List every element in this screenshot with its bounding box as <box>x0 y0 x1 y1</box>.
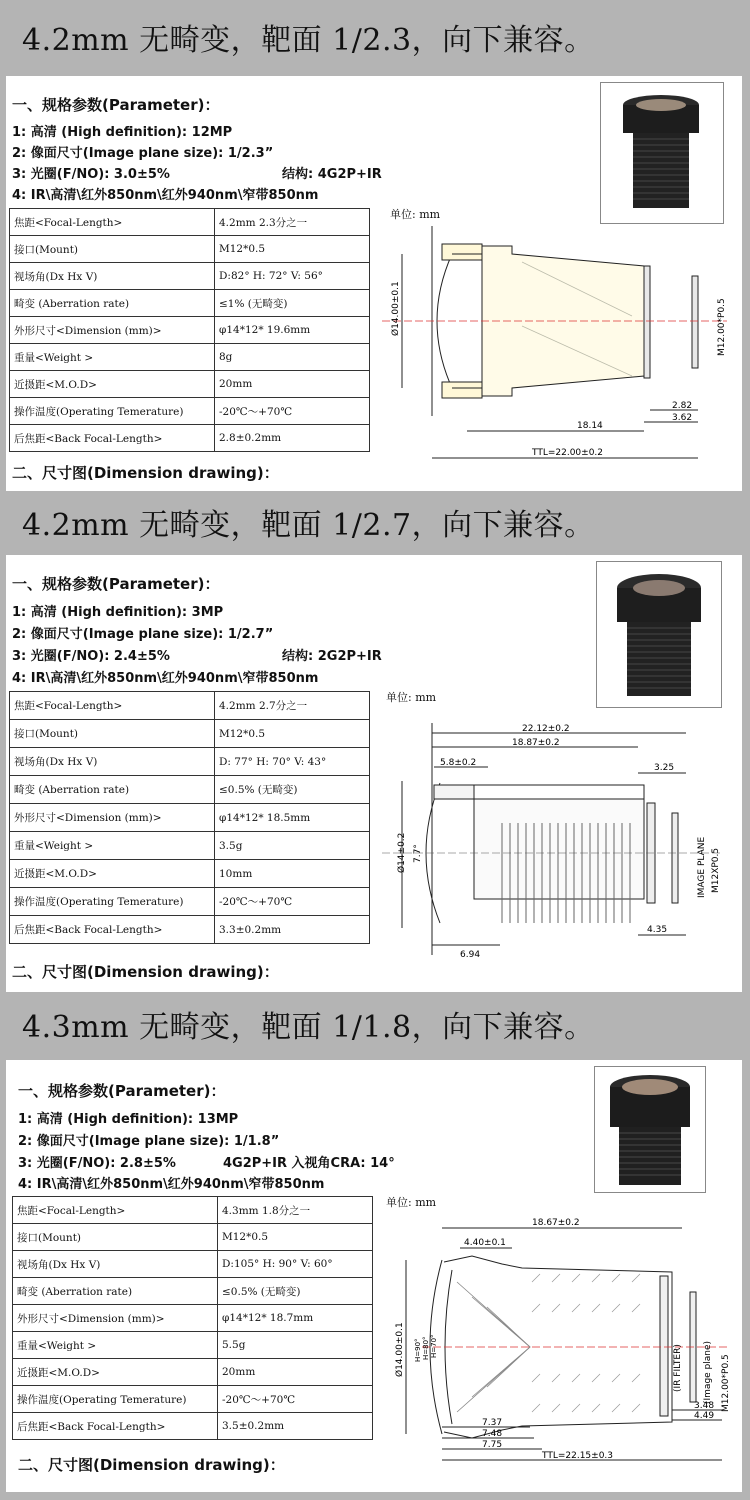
dim-label: 22.12±0.2 <box>522 724 570 734</box>
spec-sheet-2 <box>6 555 742 992</box>
angle-label: H=70° <box>430 1334 438 1358</box>
spec-table <box>9 208 370 452</box>
table-row: 畸变 (Aberration rate) ≤1% (无畸变) <box>10 290 370 317</box>
dim-label: 4.35 <box>647 925 668 935</box>
angle-label: H=80° <box>422 1336 430 1360</box>
banner-1: 4.2mm 无畸变，靶面 1/2.3，向下兼容。 <box>0 0 750 74</box>
dim-label: 3.48 <box>694 1401 715 1411</box>
dim-label: 3.62 <box>672 413 693 423</box>
table-row: 接口(Mount) M12*0.5 <box>10 236 370 263</box>
param-title: 一、规格参数(Parameter)： <box>12 96 220 114</box>
dim-label: 4.40±0.1 <box>464 1238 506 1248</box>
unit-label: 单位: mm <box>390 208 441 221</box>
lens-photo <box>596 561 722 708</box>
dim-label: 18.14 <box>577 421 603 431</box>
table-row: 视场角(Dx Hx V) D:105° H: 90° V: 60° <box>13 1251 373 1278</box>
spec-sheet-1 <box>6 76 742 491</box>
spec-table <box>9 691 370 944</box>
dim-label: 18.67±0.2 <box>532 1218 580 1228</box>
table-row: 外形尺寸<Dimension (mm)> φ14*12* 18.5mm <box>10 804 370 832</box>
param-line: 2: 像面尺寸(Image plane size): 1/1.8” <box>18 1134 280 1149</box>
thread-label: M12XP0.5 <box>711 847 721 893</box>
table-row: 外形尺寸<Dimension (mm)> φ14*12* 18.7mm <box>13 1305 373 1332</box>
table-row: 接口(Mount) M12*0.5 <box>10 720 370 748</box>
dimension-drawing <box>382 1212 734 1462</box>
dim-label: 18.87±0.2 <box>512 738 560 748</box>
dim-label: 2.82 <box>672 401 693 411</box>
dimension-drawing <box>382 226 732 476</box>
param-line: 1: 高清 (High definition): 13MP <box>18 1112 239 1127</box>
table-row: 近摄距<M.O.D> 10mm <box>10 860 370 888</box>
table-row: 近摄距<M.O.D> 20mm <box>10 371 370 398</box>
table-row: 操作温度(Operating Temerature) -20℃～+70℃ <box>10 888 370 916</box>
dimension-title: 二、尺寸图(Dimension drawing)： <box>12 464 279 482</box>
param-line: 3: 光圈(F/NO): 2.8±5% 4G2P+IR 入视角CRA: 14° <box>18 1156 395 1171</box>
unit-label: 单位: mm <box>386 1196 437 1209</box>
param-line: 2: 像面尺寸(Image plane size): 1/2.7” <box>12 627 274 642</box>
dimension-title: 二、尺寸图(Dimension drawing)： <box>12 963 279 981</box>
param-line: 3: 光圈(F/NO): 3.0±5% 结构: 4G2P+IR <box>12 167 382 182</box>
lens-photo <box>594 1066 706 1193</box>
table-row: 重量<Weight > 5.5g <box>13 1332 373 1359</box>
table-row: 近摄距<M.O.D> 20mm <box>13 1359 373 1386</box>
spec-sheet-3 <box>6 1060 742 1492</box>
param-title: 一、规格参数(Parameter)： <box>18 1082 226 1100</box>
table-row: 视场角(Dx Hx V) D:82° H: 72° V: 56° <box>10 263 370 290</box>
param-line: 4: IR\高清\红外850nm\红外940nm\窄带850nm <box>18 1177 325 1192</box>
dim-label: 6.94 <box>460 950 481 960</box>
image-plane-label: (Image plane) <box>703 1340 713 1404</box>
table-row: 焦距<Focal-Length> 4.2mm 2.3分之一 <box>10 209 370 236</box>
diameter-label: Ø14±0.2 <box>397 832 407 873</box>
lens-photo <box>600 82 724 224</box>
table-row: 后焦距<Back Focal-Length> 2.8±0.2mm <box>10 425 370 452</box>
ir-filter-label: (IR FILTER) <box>673 1344 683 1392</box>
unit-label: 单位: mm <box>386 691 437 704</box>
table-row: 外形尺寸<Dimension (mm)> φ14*12* 19.6mm <box>10 317 370 344</box>
dim-label: 7.37 <box>482 1418 503 1428</box>
dim-label: 3.25 <box>654 763 675 773</box>
param-line: 4: IR\高清\红外850nm\红外940nm\窄带850nm <box>12 671 319 686</box>
dim-label: 7.75 <box>482 1440 503 1450</box>
param-line: 1: 高清 (High definition): 3MP <box>12 605 224 620</box>
table-row: 接口(Mount) M12*0.5 <box>13 1224 373 1251</box>
table-row: 视场角(Dx Hx V) D: 77° H: 70° V: 43° <box>10 748 370 776</box>
param-title: 一、规格参数(Parameter)： <box>12 575 220 593</box>
table-row: 操作温度(Operating Temerature) -20℃～+70℃ <box>10 398 370 425</box>
ttl-label: TTL=22.15±0.3 <box>542 1451 614 1461</box>
image-plane-label: IMAGE PLANE <box>697 836 707 898</box>
banner-3: 4.3mm 无畸变，靶面 1/1.8，向下兼容。 <box>0 992 750 1056</box>
dim-label: 4.49 <box>694 1411 715 1421</box>
table-row: 畸变 (Aberration rate) ≤0.5% (无畸变) <box>10 776 370 804</box>
param-line: 1: 高清 (High definition): 12MP <box>12 125 233 140</box>
diameter-label: Ø14.00±0.1 <box>395 1322 405 1377</box>
banner-2: 4.2mm 无畸变，靶面 1/2.7，向下兼容。 <box>0 491 750 553</box>
param-line: 3: 光圈(F/NO): 2.4±5% 结构: 2G2P+IR <box>12 649 382 664</box>
table-row: 重量<Weight > 8g <box>10 344 370 371</box>
angle-label: H=90° <box>414 1338 422 1362</box>
dim-label: 5.8±0.2 <box>440 758 477 768</box>
table-row: 重量<Weight > 3.5g <box>10 832 370 860</box>
table-row: 畸变 (Aberration rate) ≤0.5% (无畸变) <box>13 1278 373 1305</box>
param-line: 2: 像面尺寸(Image plane size): 1/2.3” <box>12 146 274 161</box>
table-row: 后焦距<Back Focal-Length> 3.5±0.2mm <box>13 1413 373 1440</box>
thread-label: M12.00*P0.5 <box>721 1354 731 1412</box>
table-row: 后焦距<Back Focal-Length> 3.3±0.2mm <box>10 916 370 944</box>
dimension-title: 二、尺寸图(Dimension drawing)： <box>18 1456 285 1474</box>
dimension-drawing <box>382 723 732 963</box>
table-row: 焦距<Focal-Length> 4.3mm 1.8分之一 <box>13 1197 373 1224</box>
diameter-label: Ø14.00±0.1 <box>391 281 401 336</box>
table-row: 焦距<Focal-Length> 4.2mm 2.7分之一 <box>10 692 370 720</box>
thread-label: M12.00*P0.5 <box>717 298 727 356</box>
dim-label: 7.48 <box>482 1429 503 1439</box>
table-row: 操作温度(Operating Temerature) -20℃～+70℃ <box>13 1386 373 1413</box>
param-line: 4: IR\高清\红外850nm\红外940nm\窄带850nm <box>12 188 319 203</box>
dim-label: 7.7° <box>413 844 423 863</box>
ttl-label: TTL=22.00±0.2 <box>532 448 604 458</box>
spec-table <box>12 1196 373 1440</box>
